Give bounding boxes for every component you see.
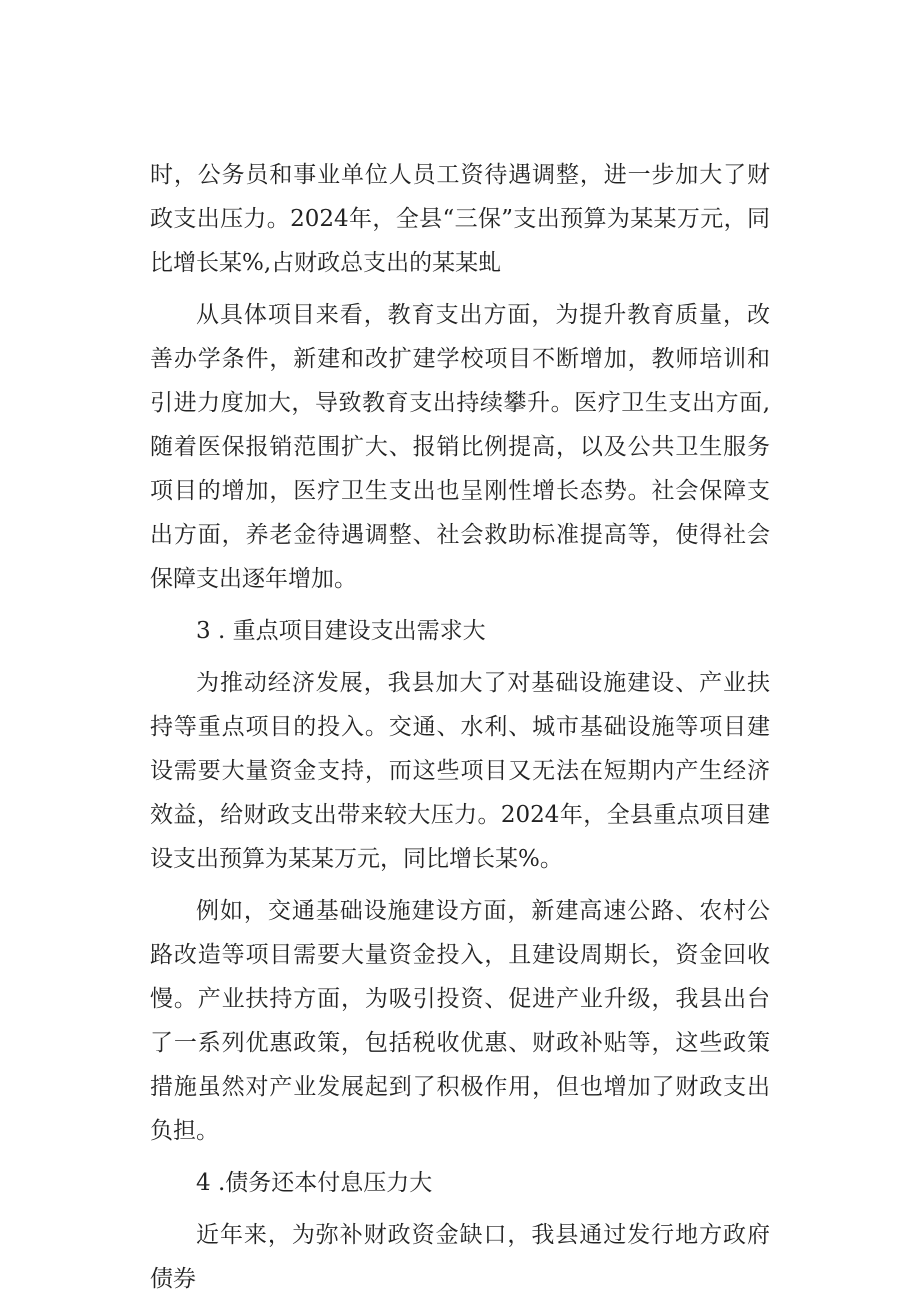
document-body — [150, 153, 770, 1309]
paragraph-debt: 近年来，为弥补财政资金缺口，我县通过发行地方政府债券 — [150, 1222, 770, 1292]
section-heading-3: 3 . 重点项目建设支出需求大 — [196, 618, 486, 644]
paragraph-examples: 例如，交通基础设施建设方面，新建高速公路、农村公路改造等项目需要大量资金投入，且建设周期长，资金回收慢。产业扶持方面，为吸引投资、促进产业升级，我县出台了一系列优惠政策，包括税收优惠、财政补贴等，这些政策措施虽然对产业发展起到了积极作用，但也增加了财政支出负担。 — [150, 898, 770, 1144]
paragraph-continuation: 时，公务员和事业单位人员工资待遇调整，进一步加大了财政支出压力。2024年，全县“三保”支出预算为某某万元，同比增长某%,占财政总支出的某某虬 — [150, 162, 770, 276]
section-heading-4: 4 .债务还本付息压力大 — [196, 1170, 433, 1196]
paragraph-specific-items: 从具体项目来看，教育支出方面，为提升教育质量，改善办学条件，新建和改扩建学校项目不断增加，教师培训和引进力度加大，导致教育支出持续攀升。医疗卫生支出方面,随着医保报销范围扩大、报销比例提高，以及公共卫生服务项目的增加，医疗卫生支出也呈刚性增长态势。社会保障支出方面，养老金待遇调整、社会救助标准提高等，使得社会保障支出逐年增加。 — [150, 302, 770, 592]
paragraph-key-projects: 为推动经济发展，我县加大了对基础设施建设、产业扶持等重点项目的投入。交通、水利、城市基础设施等项目建设需要大量资金支持，而这些项目又无法在短期内产生经济效益，给财政支出带来较大压力。2024年，全县重点项目建设支出预算为某某万元，同比增长某%。 — [150, 670, 770, 872]
